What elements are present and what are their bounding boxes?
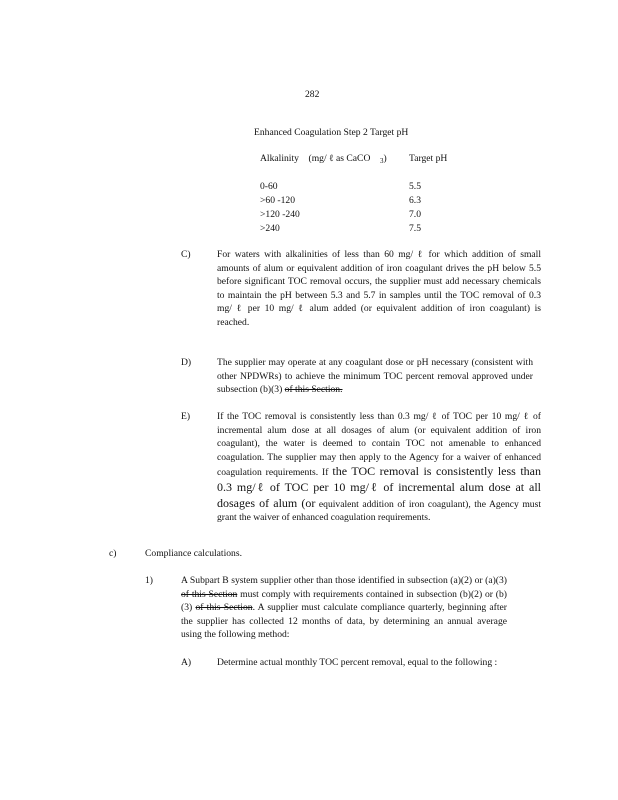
alkalinity-units-sub: 3 xyxy=(379,157,384,165)
item-1-body-b: must comply with requirements contained in subsection (b)(2) or (b)(3) xyxy=(181,588,507,614)
item-1-text xyxy=(181,574,507,642)
item-1-body-a: A Subpart B system supplier other than those identified in subsection (a)(2) or (a)(3) xyxy=(181,575,507,586)
alkalinity-units: (mg/ ℓ as CaCO xyxy=(308,153,371,164)
item-e-text xyxy=(217,410,541,525)
table-header-target-ph: Target pH xyxy=(409,153,448,164)
table-header-alkalinity xyxy=(260,152,387,169)
item-e-body: If the TOC removal is consistently less than 0.3 mg/ ℓ of TOC per 10 mg/ ℓ of incremental alum dose at all dosages of alum (or equivalent addition of iron coagulant), the water is deemed to contain TOC not amenable to enhanced coagulation. The supplier may then apply to the Agency for a waiver of enhanced coagulation requirements. If xyxy=(217,411,541,479)
item-d-label: D) xyxy=(181,357,192,368)
section-c-heading: Compliance calculations. xyxy=(145,548,242,559)
section-c-label: c) xyxy=(109,548,117,559)
item-a-label: A) xyxy=(181,657,192,668)
item-1-body-c: . A supplier must calculate compliance quarterly, beginning after the supplier has collected 12 months of data, by determining an annual average using the following method: xyxy=(181,602,507,641)
item-c-text: For waters with alkalinities of less than 60 mg/ ℓ for which addition of small amounts of alum or equivalent addition of iron coagulant drives the pH below 5.5 before significant TOC removal occurs, the supplier must add necessary chemicals to maintain the pH between 5.3 and 5.7 in samples until the TOC removal of 0.3 mg/ ℓ per 10 mg/ ℓ alum added (or equivalent addition of iron coagulant) is reached. xyxy=(217,249,541,328)
alkalinity-range: >60 -120 xyxy=(260,195,295,206)
alkalinity-units-close: ) xyxy=(383,153,387,164)
item-1-deleted-text-1: of this Section xyxy=(181,588,238,600)
item-e-label: E) xyxy=(181,411,191,422)
table-row xyxy=(260,222,280,236)
item-d-text xyxy=(217,356,533,397)
alkalinity-range: >240 xyxy=(260,223,280,234)
item-e-body-end: equivalent addition of iron coagulant), the Agency must grant the waiver of enhanced coagulation requirements. xyxy=(217,498,541,524)
alkalinity-range: 0-60 xyxy=(260,181,278,192)
item-1-deleted-text-2: of this Section xyxy=(195,602,253,614)
alkalinity-range: >120 -240 xyxy=(260,209,300,220)
item-e-inserted-text: the TOC removal is consistently less than 0.3 mg/ℓ of TOC per 10 mg/ℓ of incremental alum dose at all dosages of alum (or xyxy=(217,464,541,510)
item-d-body: The supplier may operate at any coagulant dose or pH necessary (consistent with other NPDWRs) to achieve the minimum TOC percent removal approved under subsection (b)(3) xyxy=(217,357,533,396)
table-row-ph: 7.5 xyxy=(409,223,421,234)
item-1-label: 1) xyxy=(145,575,153,586)
table-row-ph: 6.3 xyxy=(409,195,421,206)
page-number: 282 xyxy=(305,89,320,100)
item-c-label: C) xyxy=(181,249,191,260)
table-row xyxy=(260,194,295,208)
alkalinity-label: Alkalinity xyxy=(260,153,299,164)
table-row-ph: 5.5 xyxy=(409,181,421,192)
item-d-deleted-text: of this Section. xyxy=(284,384,343,396)
table-row xyxy=(260,208,300,222)
table-row xyxy=(260,180,278,194)
table-row-ph: 7.0 xyxy=(409,209,421,220)
item-a-text: Determine actual monthly TOC percent removal, equal to the following : xyxy=(217,657,498,668)
table-title: Enhanced Coagulation Step 2 Target pH xyxy=(254,127,409,138)
